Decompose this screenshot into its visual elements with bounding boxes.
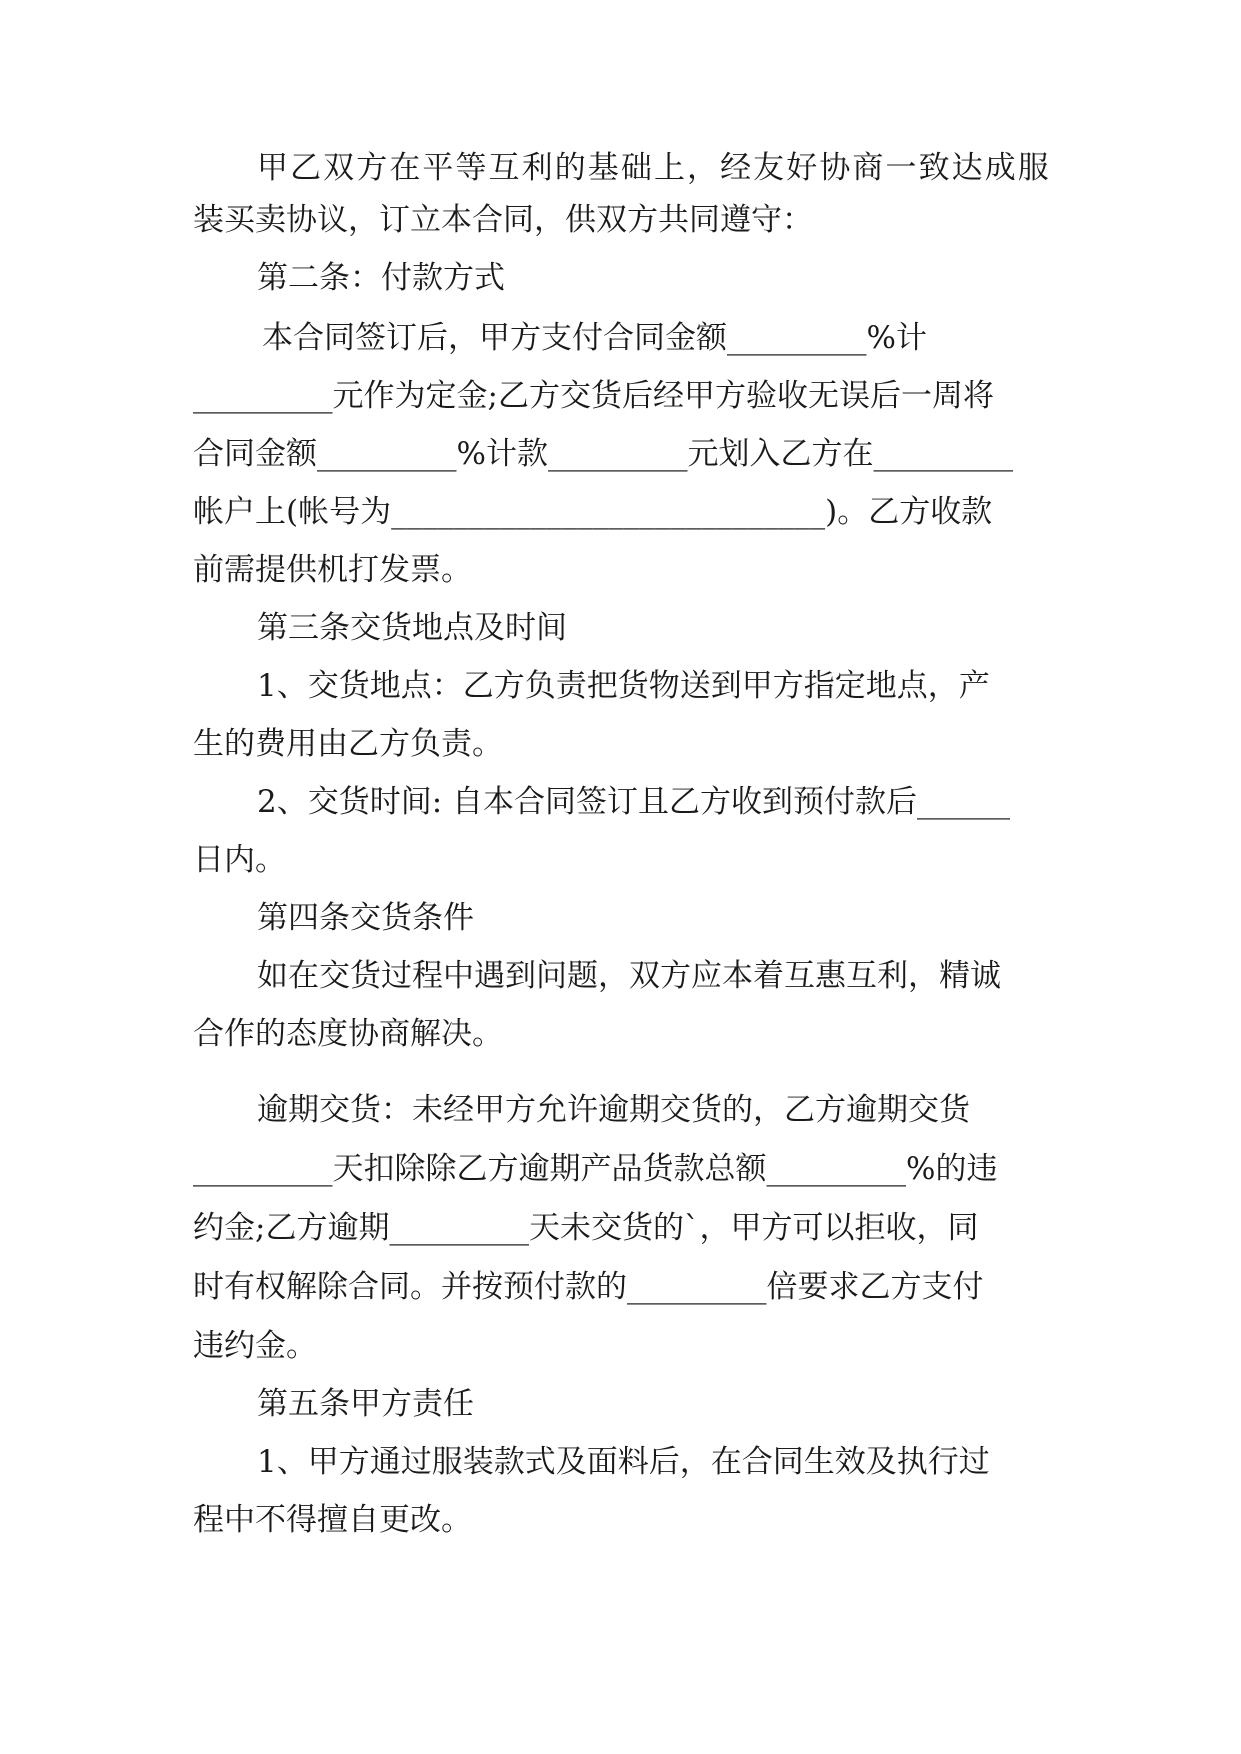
paragraph-line: 程中不得擅自更改。: [193, 1502, 472, 1538]
paragraph-line: 生的费用由乙方负责。: [193, 726, 503, 762]
paragraph-line: 日内。: [193, 842, 286, 878]
paragraph-line: 逾期交货：未经甲方允许逾期交货的，乙方逾期交货: [257, 1092, 970, 1128]
paragraph-line: 前需提供机打发票。: [193, 552, 472, 588]
glyph: 一: [885, 150, 917, 186]
paragraph-line: _________天扣除除乙方逾期产品货款总额_________%的违: [193, 1151, 998, 1187]
glyph: 互: [488, 150, 520, 186]
paragraph-line: 违约金。: [193, 1328, 317, 1364]
glyph: 平: [422, 150, 454, 186]
paragraph-line: 1、甲方通过服装款式及面料后，在合同生效及执行过: [257, 1444, 990, 1480]
glyph: 的: [554, 150, 586, 186]
glyph: 利: [521, 150, 553, 186]
paragraph-line: 2、交货时间: 自本合同签订且乙方收到预付款后______: [257, 784, 1011, 820]
paragraph-line: _________元作为定金;乙方交货后经甲方验收无误后一周将: [193, 378, 994, 414]
glyph: 经: [720, 150, 752, 186]
glyph: 双: [323, 150, 355, 186]
section-heading: 第四条交货条件: [257, 900, 474, 936]
glyph: 础: [620, 150, 652, 186]
glyph: 商: [852, 150, 884, 186]
glyph: 协: [819, 150, 851, 186]
paragraph-line: 约金;乙方逾期_________天未交货的`，甲方可以拒收，同: [193, 1210, 979, 1246]
section-heading: 第五条甲方责任: [257, 1386, 474, 1422]
glyph: 好: [786, 150, 818, 186]
paragraph-line: 帐户上(帐号为____________________________)。乙方收款: [193, 494, 993, 530]
glyph: 甲: [257, 150, 288, 186]
paragraph-line: 如在交货过程中遇到问题，双方应本着互惠互利，精诚: [257, 958, 1001, 994]
glyph: 乙: [290, 150, 322, 186]
glyph: 上: [653, 150, 685, 186]
glyph: 在: [389, 150, 421, 186]
section-heading: 第二条：付款方式: [257, 260, 505, 296]
paragraph-line: 时有权解除合同。并按预付款的_________倍要求乙方支付: [193, 1269, 984, 1305]
glyph: 等: [455, 150, 487, 186]
glyph: 致: [918, 150, 950, 186]
glyph: 服: [1017, 150, 1049, 186]
glyph: 方: [356, 150, 388, 186]
paragraph-line: 本合同签订后，甲方支付合同金额_________%计: [262, 320, 927, 356]
glyph: 成: [984, 150, 1016, 186]
glyph: 达: [951, 150, 983, 186]
paragraph-line: [257, 148, 1049, 188]
paragraph-line: 1、交货地点：乙方负责把货物送到甲方指定地点，产: [257, 668, 990, 704]
glyph: ，: [687, 150, 719, 186]
paragraph-line: 合同金额_________%计款_________元划入乙方在_________: [193, 436, 1013, 472]
paragraph-line: 装买卖协议，订立本合同，供双方共同遵守：: [193, 202, 813, 238]
paragraph-line: 合作的态度协商解决。: [193, 1016, 503, 1052]
section-heading: 第三条交货地点及时间: [257, 610, 567, 646]
glyph: 基: [587, 150, 619, 186]
glyph: 友: [753, 150, 785, 186]
